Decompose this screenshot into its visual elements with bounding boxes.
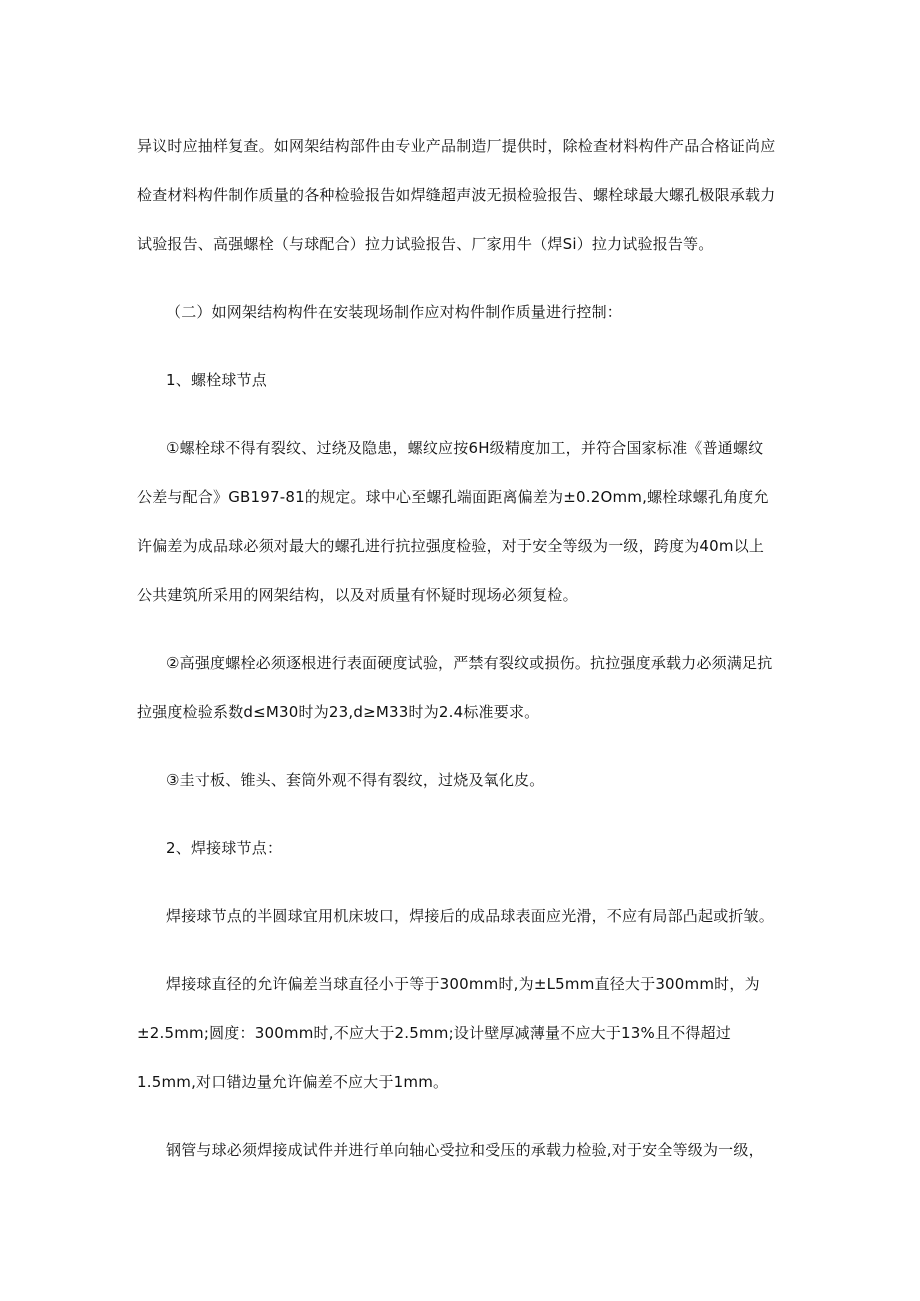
subsection-heading: 1、螺栓球节点 [166,371,267,389]
paragraph-line: 异议时应抽样复查。如网架结构部件由专业产品制造厂提供时，除检查材料构件产品合格证尚应 [137,137,776,155]
paragraph-line: ①螺栓球不得有裂纹、过绕及隐患，螺纹应按6H级精度加工，并符合国家标准《普通螺纹 [166,439,764,457]
paragraph-line: ③圭寸板、锥头、套筒外观不得有裂纹，过烧及氧化皮。 [166,771,545,789]
paragraph-line: 1.5mm,对口错边量允许偏差不应大于1mm。 [137,1073,449,1091]
paragraph-line: ±2.5mm;圆度：300mm时,不应大于2.5mm;设计壁厚减薄量不应大于13%且不得超过 [137,1024,731,1042]
paragraph-line: 拉强度检验系数d≤M30时为23,d≥M33时为2.4标准要求。 [137,703,540,721]
paragraph-line: 公差与配合》GB197-81的规定。球中心至螺孔端面距离偏差为±0.2Omm,螺栓球螺孔角度允 [137,488,769,506]
paragraph-line: 公共建筑所采用的网架结构，以及对质量有怀疑时现场必须复检。 [137,586,578,604]
paragraph-line: 焊接球直径的允许偏差当球直径小于等于300mm时,为±L5mm直径大于300mm时，为 [166,975,760,993]
subsection-heading: 2、焊接球节点： [166,839,283,857]
paragraph-line: 焊接球节点的半圆球宜用机床坡口，焊接后的成品球表面应光滑，不应有局部凸起或折皱。 [166,907,775,925]
paragraph-line: 许偏差为成品球必须对最大的螺孔进行抗拉强度检验，对于安全等级为一级，跨度为40m以上 [137,537,765,555]
paragraph-line: ②高强度螺栓必须逐根进行表面硬度试验，严禁有裂纹或损伤。抗拉强度承载力必须满足抗 [166,654,773,672]
paragraph-line: 试验报告、高强螺栓（与球配合）拉力试验报告、厂家用牛（焊Si）拉力试验报告等。 [137,235,714,253]
paragraph-line: 钢管与球必须焊接成试件并进行单向轴心受拉和受压的承载力检验,对于安全等级为一级， [166,1141,764,1159]
paragraph-line: 检查材料构件制作质量的各种检验报告如焊缝超声波无损检验报告、螺栓球最大螺孔极限承载力 [137,186,776,204]
section-heading: （二）如网架结构构件在安装现场制作应对构件制作质量进行控制： [166,303,623,321]
